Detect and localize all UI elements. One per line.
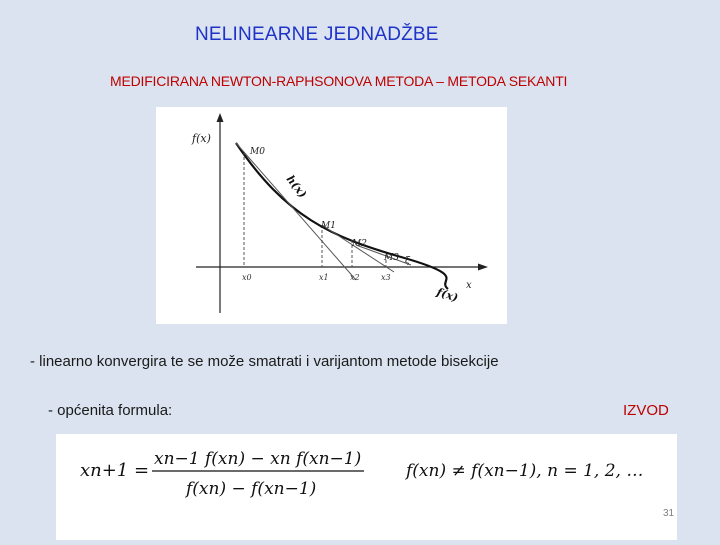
formula-condition: f(xn) ≠ f(xn−1), n = 1, 2, … (406, 461, 644, 481)
secant-method-figure (156, 107, 507, 324)
formula-numerator: xn−1 f(xn) − xn f(xn−1) (154, 449, 362, 469)
point-xi-label: ξ (405, 256, 410, 266)
x-axis-arrow (478, 264, 488, 271)
y-axis-arrow (217, 113, 224, 122)
point-m1-label: M1 (321, 221, 336, 231)
point-m2-label: M2 (352, 239, 367, 249)
bullet-general-formula: - općenita formula: (48, 402, 173, 419)
point-m3-label: M3 (384, 253, 399, 263)
slide-title: NELINEARNE JEDNADŽBE (195, 24, 439, 45)
curve-label: f(x) (435, 285, 460, 305)
slide-subtitle: MEDIFICIRANA NEWTON-RAPHSONOVA METODA – METODA SEKANTI (110, 73, 568, 89)
bullet-convergence: - linearno konvergira te se može smatrati i varijantom metode bisekcije (30, 353, 499, 370)
secant-line-1 (236, 143, 356, 280)
tick-x0-label: x0 (242, 273, 252, 282)
secant-label: h(x) (283, 172, 310, 201)
y-axis-label: f(x) (192, 132, 211, 145)
formula-box (56, 434, 677, 540)
x-axis-label: x (466, 280, 472, 291)
izvod-link[interactable]: IZVOD (623, 402, 669, 419)
formula-denominator: f(xn) − f(xn−1) (186, 479, 317, 499)
formula-canvas (56, 434, 677, 540)
tick-x2-label: x2 (350, 273, 360, 282)
point-m0-label: M0 (250, 147, 265, 157)
figure-canvas (156, 107, 507, 324)
formula-lhs: xn+1 = (80, 460, 150, 481)
page-number: 31 (663, 508, 675, 519)
tick-x1-label: x1 (319, 273, 329, 282)
tick-x3-label: x3 (381, 273, 391, 282)
